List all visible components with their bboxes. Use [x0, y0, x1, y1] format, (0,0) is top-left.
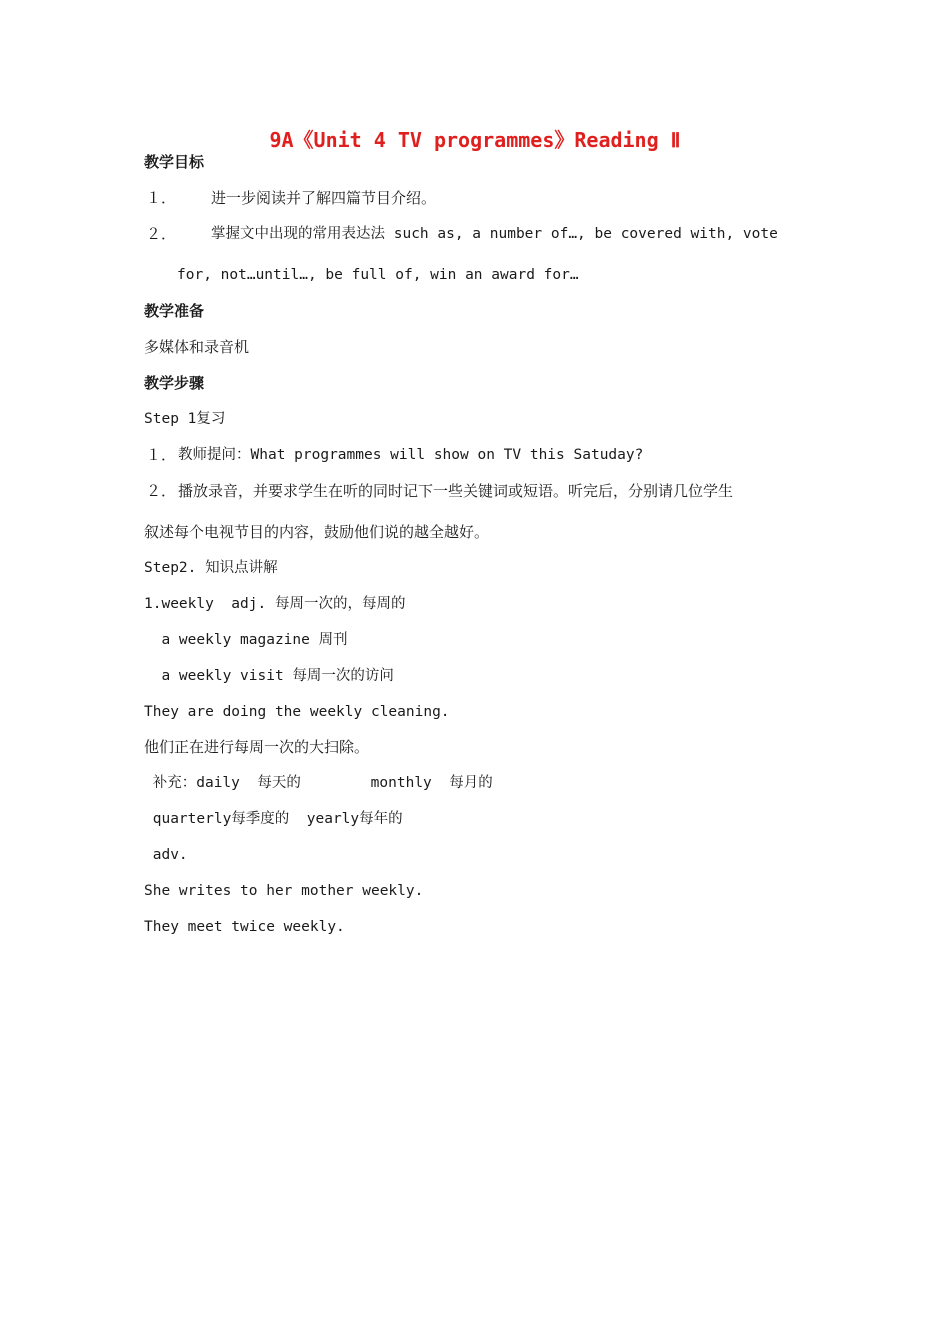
objective-1-number: １．	[146, 189, 177, 207]
step2-line: 补充：daily 每天的 monthly 每月的	[144, 775, 493, 791]
step1-item-2-text: 播放录音，并要求学生在听的同时记下一些关键词或短语。听完后，分别请几位学生	[178, 482, 734, 500]
prep-heading: 教学准备	[144, 302, 205, 320]
objectives-heading: 教学目标	[144, 153, 205, 171]
step2-line: quarterly每季度的 yearly每年的	[144, 811, 403, 827]
objective-2-number: ２．	[146, 225, 177, 243]
steps-heading: 教学步骤	[144, 374, 205, 392]
step2-line: 他们正在进行每周一次的大扫除。	[144, 738, 370, 756]
step1-item-1-number: １．	[146, 446, 177, 464]
step1-label: Step 1复习	[144, 411, 226, 427]
step2-label: Step2. 知识点讲解	[144, 560, 278, 576]
document-title: 9A《Unit 4 TV programmes》Reading Ⅱ	[269, 128, 681, 152]
objective-2-continuation: for, not…until…, be full of, win an award for…	[177, 267, 579, 283]
objective-1-text: 进一步阅读并了解四篇节目介绍。	[211, 189, 437, 207]
prep-text: 多媒体和录音机	[144, 338, 250, 356]
step1-item-2-number: ２．	[146, 482, 177, 500]
step2-line: a weekly visit 每周一次的访问	[144, 668, 394, 684]
step2-line: adv.	[144, 847, 188, 863]
step2-line: They are doing the weekly cleaning.	[144, 704, 450, 720]
step2-line: She writes to her mother weekly.	[144, 883, 424, 899]
step1-item-2-continuation: 叙述每个电视节目的内容，鼓励他们说的越全越好。	[144, 523, 490, 541]
step1-item-1-text: 教师提问：What programmes will show on TV this Satuday?	[178, 447, 644, 463]
objective-2-text: 掌握文中出现的常用表达法 such as, a number of…, be covered with, vote	[211, 226, 778, 242]
step2-line: 1.weekly adj. 每周一次的，每周的	[144, 596, 406, 612]
step2-line: They meet twice weekly.	[144, 919, 345, 935]
step2-line: a weekly magazine 周刊	[144, 632, 348, 648]
